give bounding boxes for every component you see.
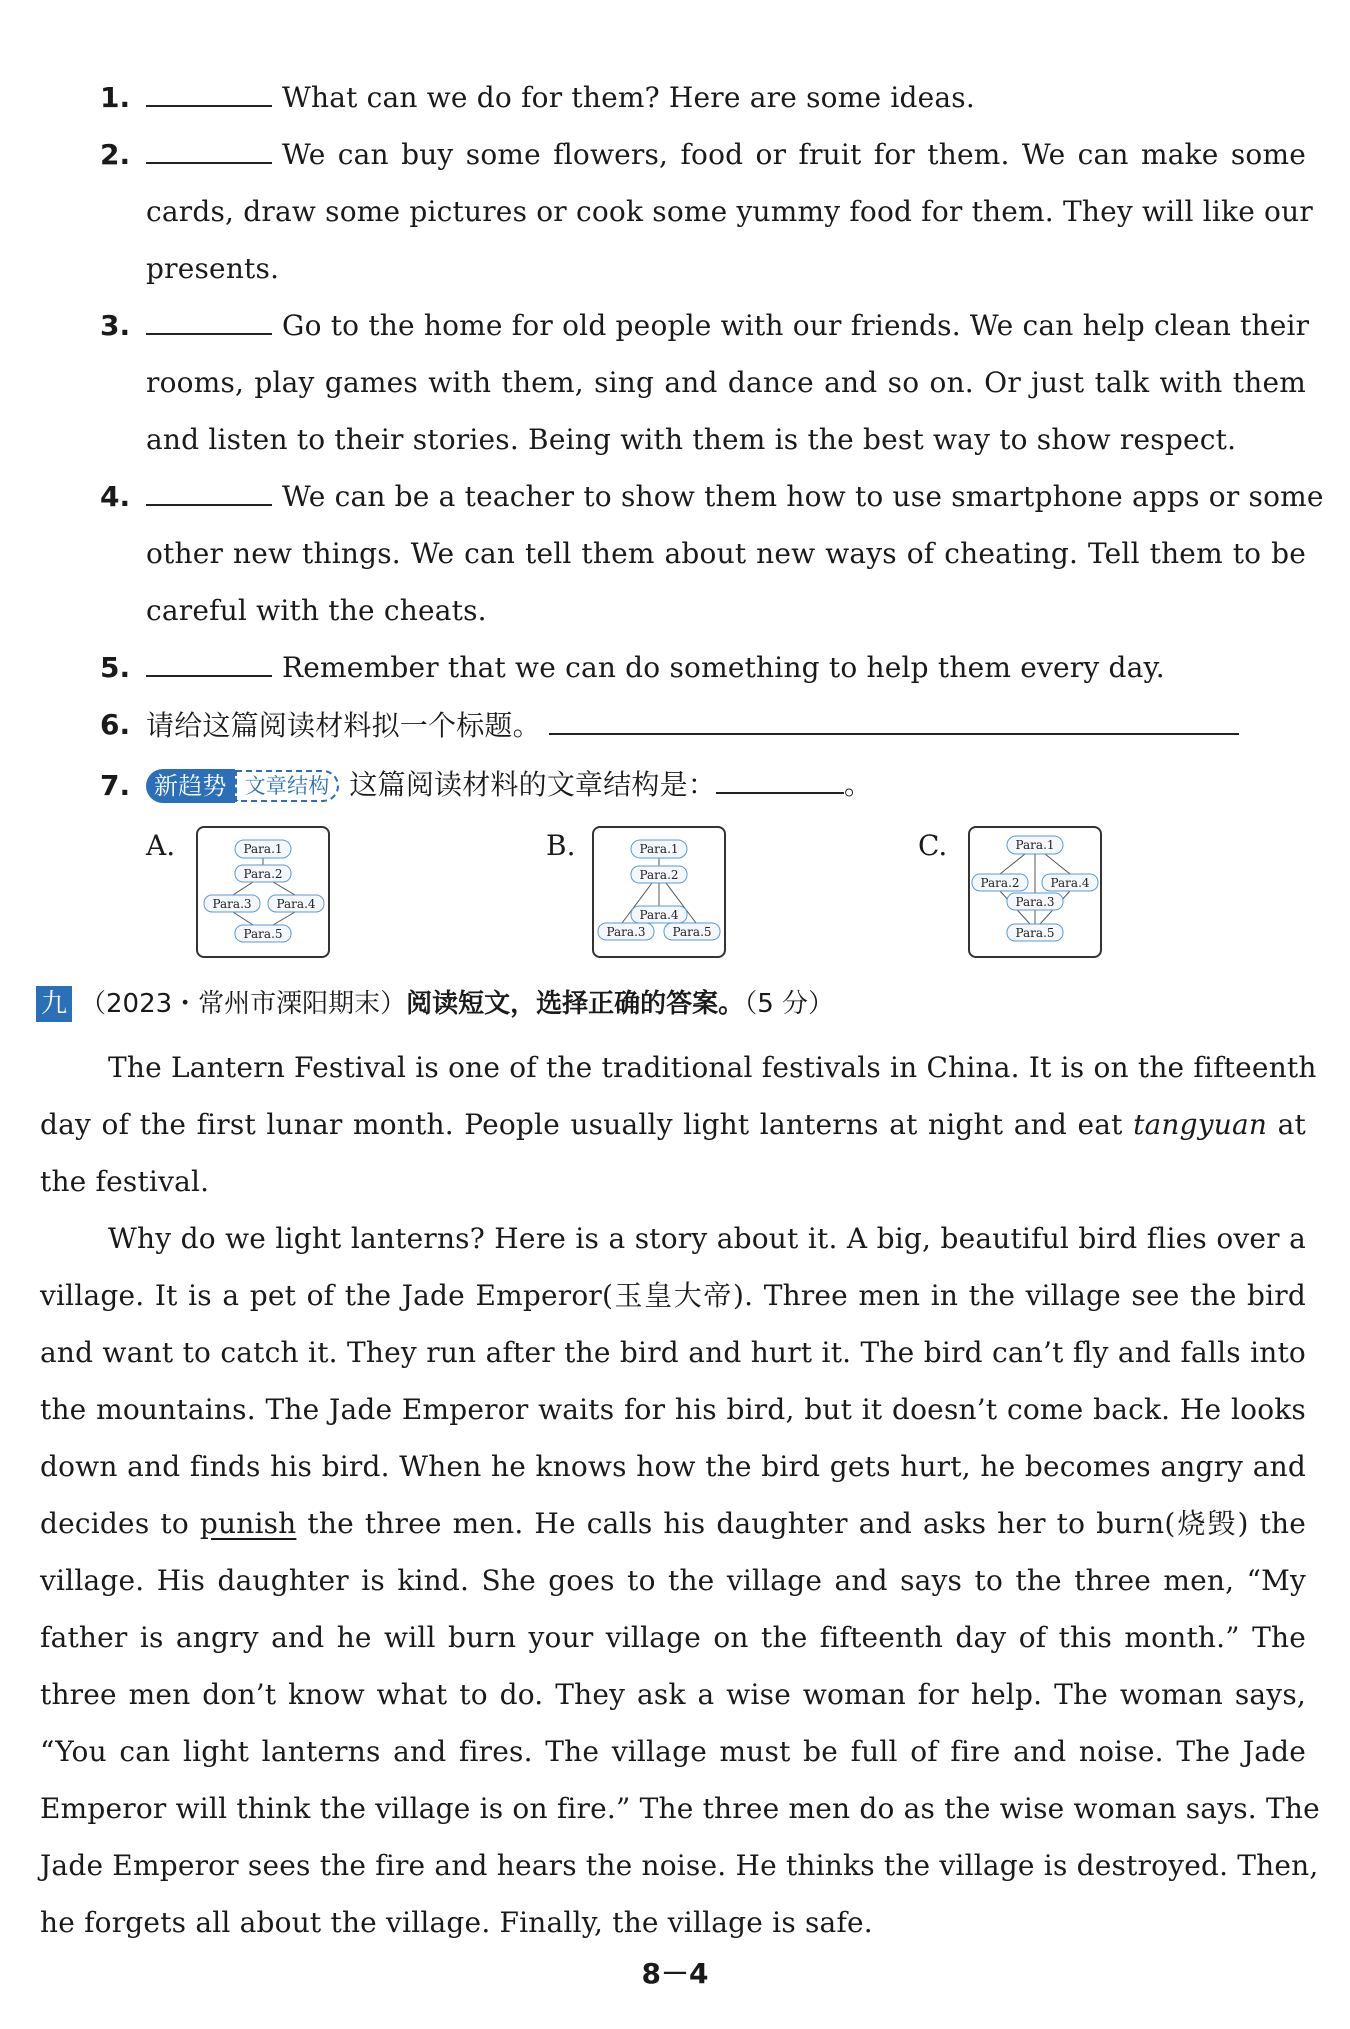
option-c-para-2: Para.2 (980, 876, 1020, 890)
question-3-text-1: Go to the home for old people with our friends. We can help clean their (282, 309, 1310, 342)
question-7-number: 7. (100, 769, 131, 802)
question-2-line-2: cards, draw some pictures or cook some yummy food for them. They will like our (146, 195, 1313, 228)
section-nine-marker: 九 (36, 986, 72, 1022)
option-b-structure-svg (594, 828, 724, 956)
question-4-line-1 (146, 477, 1324, 517)
badge-sub-label: 文章结构 (235, 770, 340, 802)
section-instruction: 阅读短文，选择正确的答案。 (406, 989, 745, 1019)
option-b-para-4: Para.4 (639, 908, 679, 922)
passage-p2-line-11: Emperor will think the village is on fire.” The three men do as the wise woman says. The (40, 1792, 1320, 1825)
page-number: 8－4 (641, 1957, 709, 1990)
option-a-diagram[interactable] (196, 826, 330, 958)
option-c-structure-svg (970, 828, 1100, 956)
passage-underlined-punish: punish (199, 1507, 297, 1540)
question-7-line (146, 764, 872, 805)
option-a-para-2: Para.2 (243, 867, 283, 881)
passage-term-tangyuan: tangyuan (1133, 1108, 1268, 1141)
option-a-para-3: Para.3 (212, 897, 252, 911)
question-4-line-3: careful with the cheats. (146, 594, 487, 627)
passage-p2-line-6 (40, 1504, 1306, 1544)
option-b-para-1: Para.1 (639, 842, 679, 856)
question-2-text-1: We can buy some flowers, food or fruit for them. We can make some (282, 138, 1306, 171)
option-a-structure-svg (198, 828, 328, 956)
question-3-line-1 (146, 306, 1310, 346)
passage-p1-line-2-pre: day of the first lunar month. People usually light lanterns at night and eat (40, 1108, 1134, 1141)
question-2-number: 2. (100, 138, 131, 171)
option-b-para-5: Para.5 (672, 925, 712, 939)
answer-blank-2[interactable] (146, 138, 272, 164)
question-4-number: 4. (100, 480, 131, 513)
question-3-line-2: rooms, play games with them, sing and dance and so on. Or just talk with them (146, 366, 1306, 399)
question-6-line (146, 705, 1239, 746)
passage-p2-line-7: village. His daughter is kind. She goes to the village and says to the three men, “My (40, 1564, 1306, 1597)
section-source: （2023・常州市溧阳期末） (80, 989, 407, 1019)
section-nine-heading (80, 982, 834, 1026)
option-c-label: C. (918, 829, 948, 862)
question-2-line-1 (146, 135, 1306, 175)
answer-blank-3[interactable] (146, 309, 272, 335)
passage-p2-line-4: the mountains. The Jade Emperor waits for his bird, but it doesn’t come back. He looks (40, 1393, 1306, 1426)
option-b-diagram[interactable] (592, 826, 726, 958)
question-5-line-1 (146, 648, 1306, 688)
passage-p2-line-2: village. It is a pet of the Jade Emperor(玉皇大帝). Three men in the village see the bird (40, 1279, 1306, 1312)
option-c-para-4: Para.4 (1050, 876, 1090, 890)
question-3-line-3: and listen to their stories. Being with them is the best way to show respect. (146, 423, 1237, 456)
question-3-number: 3. (100, 309, 131, 342)
passage-p2-line-13: he forgets all about the village. Finally, the village is safe. (40, 1906, 873, 1939)
passage-p2-line-9: three men don’t know what to do. They ask a wise woman for help. The woman says, (40, 1678, 1306, 1711)
question-1-text: What can we do for them? Here are some ideas. (282, 81, 975, 114)
passage-p2-line-3: and want to catch it. They run after the bird and hurt it. The bird can’t fly and falls into (40, 1336, 1306, 1369)
section-score: （5 分） (744, 989, 834, 1019)
passage-p2-line-8: father is angry and he will burn your village on the fifteenth day of this month.” The (40, 1621, 1306, 1654)
option-a-para-1: Para.1 (243, 842, 283, 856)
passage-p1-line-1: The Lantern Festival is one of the traditional festivals in China. It is on the fifteenth (108, 1051, 1317, 1084)
option-a-para-5: Para.5 (243, 927, 283, 941)
option-a-para-4: Para.4 (276, 897, 316, 911)
passage-p2-line-12: Jade Emperor sees the fire and hears the noise. He thinks the village is destroyed. Then, (40, 1849, 1319, 1882)
passage-p2-line-6-post: the three men. He calls his daughter and asks her to burn(烧毁) the (296, 1507, 1307, 1540)
question-1-number: 1. (100, 81, 131, 114)
question-7-end: 。 (844, 768, 873, 801)
question-2-line-3: presents. (146, 252, 280, 285)
question-1-line-1 (146, 78, 1306, 118)
option-b-para-3: Para.3 (606, 925, 646, 939)
passage-p1-line-3: the festival. (40, 1165, 210, 1198)
passage-p1-line-2-post: at (1267, 1108, 1306, 1141)
badge-main-label: 新趋势 (146, 769, 235, 803)
passage-p2-line-6-pre: decides to (40, 1507, 200, 1540)
question-7-text: 这篇阅读材料的文章结构是： (349, 768, 717, 801)
question-4-text-1: We can be a teacher to show them how to use smartphone apps or some (282, 480, 1324, 513)
title-answer-blank[interactable] (549, 705, 1239, 735)
question-4-line-2: other new things. We can tell them about new ways of cheating. Tell them to be (146, 537, 1306, 570)
option-a-label: A. (146, 829, 176, 862)
passage-p2-line-1: Why do we light lanterns? Here is a story about it. A big, beautiful bird flies over a (108, 1222, 1306, 1255)
passage-p2-line-5: down and finds his bird. When he knows how the bird gets hurt, he becomes angry and (40, 1450, 1306, 1483)
question-5-number: 5. (100, 651, 131, 684)
question-6-number: 6. (100, 708, 131, 741)
answer-blank-1[interactable] (146, 81, 272, 107)
option-c-para-5: Para.5 (1015, 926, 1055, 940)
option-c-para-1: Para.1 (1015, 838, 1055, 852)
option-c-para-3: Para.3 (1015, 895, 1055, 909)
passage-p2-line-10: “You can light lanterns and fires. The village must be full of fire and noise. The Jade (40, 1735, 1306, 1768)
option-b-label: B. (546, 829, 576, 862)
answer-blank-4[interactable] (146, 480, 272, 506)
option-b-para-2: Para.2 (639, 868, 679, 882)
option-c-diagram[interactable] (968, 826, 1102, 958)
passage-p1-line-2 (40, 1105, 1306, 1145)
answer-blank-5[interactable] (146, 651, 272, 677)
question-5-text: Remember that we can do something to help them every day. (282, 651, 1165, 684)
question-6-text: 请给这篇阅读材料拟一个标题。 (146, 709, 541, 742)
new-trend-badge (146, 769, 339, 803)
structure-answer-blank[interactable] (716, 764, 844, 794)
